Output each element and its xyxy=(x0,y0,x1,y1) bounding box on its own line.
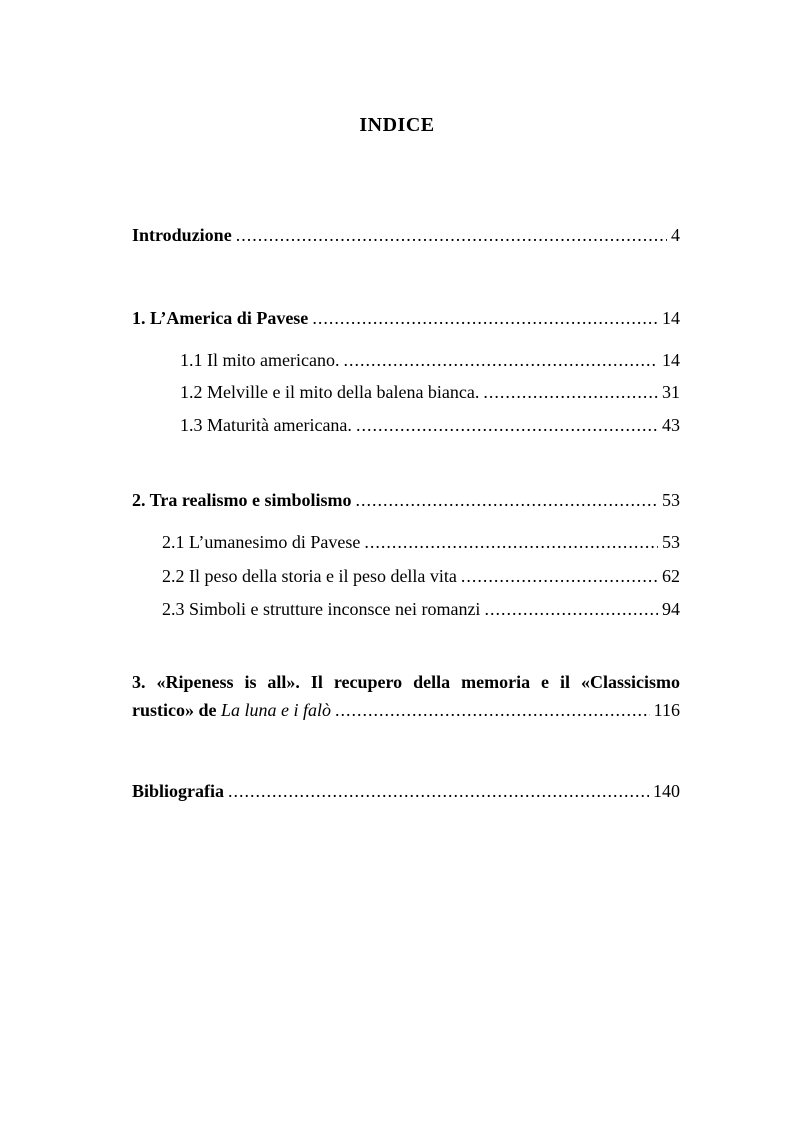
toc-entry-bibliografia[interactable] xyxy=(132,780,680,802)
toc-entry-page: 94 xyxy=(662,599,680,619)
toc-entry-page: 140 xyxy=(653,781,680,801)
toc-entry-label: Bibliografia xyxy=(132,781,225,801)
toc-entry-chapter-3-line-1[interactable]: 3. «Ripeness is all». Il recupero della memoria e il «Classicismo xyxy=(132,672,680,692)
toc-entry-label: 2. Tra realismo e simbolismo xyxy=(132,490,352,510)
toc-entry-label: 2.1 L’umanesimo di Pavese xyxy=(162,532,361,552)
toc-entry-label: Introduzione xyxy=(132,225,232,245)
dot-leader xyxy=(356,414,658,436)
toc-entry-page: 62 xyxy=(662,566,680,586)
dot-leader xyxy=(483,381,658,403)
toc-entry-section-2-3[interactable] xyxy=(162,598,680,620)
toc-entry-label: 1.3 Maturità americana. xyxy=(180,415,352,435)
toc-entry-section-1-2[interactable] xyxy=(180,381,680,403)
dot-leader xyxy=(343,349,658,371)
toc-entry-label: 2.2 Il peso della storia e il peso della vita xyxy=(162,566,457,586)
toc-entry-section-1-3[interactable] xyxy=(180,414,680,436)
dot-leader xyxy=(312,307,658,329)
toc-entry-label: 1. L’America di Pavese xyxy=(132,308,309,328)
dot-leader xyxy=(484,598,658,620)
toc-entry-section-1-1[interactable] xyxy=(180,349,680,371)
toc-entry-chapter-3-line-2[interactable] xyxy=(132,699,680,721)
toc-entry-page: 14 xyxy=(662,308,680,328)
dot-leader xyxy=(461,565,658,587)
toc-entry-section-2-2[interactable] xyxy=(162,565,680,587)
novel-title: La luna e i falò xyxy=(221,700,332,720)
toc-entry-chapter-2[interactable] xyxy=(132,489,680,511)
dot-leader xyxy=(228,780,649,802)
page-title: INDICE xyxy=(359,114,435,136)
toc-entry-page: 31 xyxy=(662,382,680,402)
toc-entry-label: rustico» de La luna e i falò xyxy=(132,700,332,720)
dot-leader xyxy=(364,531,658,553)
dot-leader xyxy=(356,489,659,511)
toc-entry-page: 43 xyxy=(662,415,680,435)
toc-entry-label: 1.1 Il mito americano. xyxy=(180,350,340,370)
toc-entry-page: 4 xyxy=(671,225,680,245)
toc-entry-label: 1.2 Melville e il mito della balena bianca. xyxy=(180,382,480,402)
toc-entry-page: 116 xyxy=(653,700,680,720)
toc-entry-page: 53 xyxy=(662,490,680,510)
toc-entry-chapter-1[interactable] xyxy=(132,307,680,329)
dot-leader xyxy=(335,699,650,721)
toc-entry-page: 53 xyxy=(662,532,680,552)
toc-entry-introduzione[interactable] xyxy=(132,224,680,246)
toc-entry-section-2-1[interactable] xyxy=(162,531,680,553)
toc-entry-label: 2.3 Simboli e strutture inconsce nei romanzi xyxy=(162,599,481,619)
dot-leader xyxy=(236,224,667,246)
toc-entry-page: 14 xyxy=(662,350,680,370)
